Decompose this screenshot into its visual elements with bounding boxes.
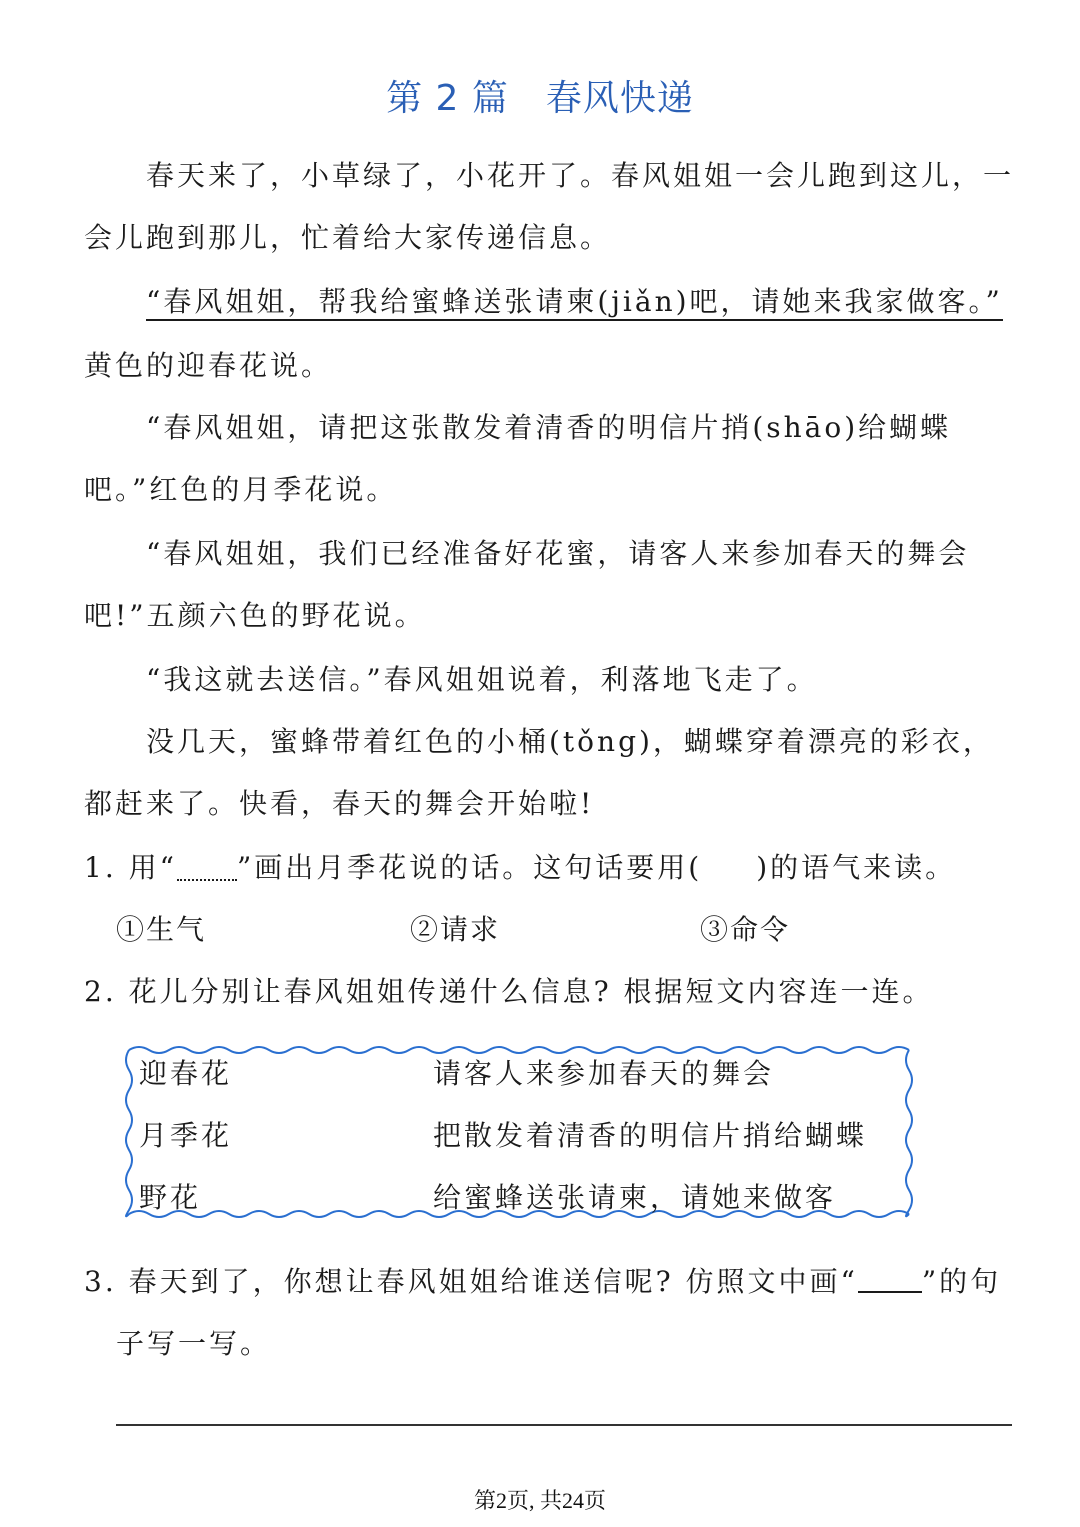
passage-line: 黄色的迎春花说。: [84, 349, 333, 382]
page-number: 第2页, 共24页: [473, 1488, 606, 1513]
question-3-suffix: ”的句: [921, 1265, 1002, 1298]
passage-line: “我这就去送信。”春风姐姐说着，利落地飞走了。: [146, 663, 818, 696]
underlined-sentence: “春风姐姐，帮我给蜜蜂送张请柬(jiǎn)吧，请她来我家做客。”: [146, 285, 1003, 321]
question-3: [84, 1262, 1014, 1302]
question-1-prefix: 1. 用“: [84, 851, 177, 884]
wavy-line-sample: [177, 865, 237, 881]
flower-item[interactable]: 迎春花: [139, 1057, 233, 1090]
answer-writing-line[interactable]: [116, 1424, 1012, 1426]
passage-line: “春风姐姐，请把这张散发着清香的明信片捎(shāo)给蝴蝶: [146, 411, 952, 444]
question-3-line2: 子写一写。: [116, 1327, 272, 1360]
option-1[interactable]: ①生气: [116, 913, 207, 946]
passage-line: 没几天，蜜蜂带着红色的小桶(tǒng)，蝴蝶穿着漂亮的彩衣，: [146, 725, 994, 758]
option-2[interactable]: ②请求: [410, 913, 501, 946]
question-2: 2. 花儿分别让春风姐姐传递什么信息? 根据短文内容连一连。: [84, 975, 934, 1008]
message-item[interactable]: 把散发着清香的明信片捎给蝴蝶: [433, 1119, 868, 1152]
question-3-prefix: 3. 春天到了，你想让春风姐姐给谁送信呢? 仿照文中画“: [84, 1265, 858, 1298]
passage-line: 会儿跑到那儿，忙着给大家传递信息。: [84, 221, 612, 254]
page-title: 第 2 篇 春风快递: [386, 78, 694, 119]
message-item[interactable]: 请客人来参加春天的舞会: [433, 1057, 775, 1090]
passage-line: 都赶来了。快看，春天的舞会开始啦!: [84, 787, 595, 820]
message-item[interactable]: 给蜜蜂送张请柬，请她来做客: [433, 1181, 837, 1214]
straight-line-sample: [858, 1271, 922, 1293]
option-3[interactable]: ③命令: [700, 913, 791, 946]
passage-line: 春天来了，小草绿了，小花开了。春风姐姐一会儿跑到这儿，一: [146, 159, 1015, 192]
passage-line: 吧。”红色的月季花说。: [84, 473, 398, 506]
question-1-suffix: )的语气来读。: [756, 851, 957, 884]
question-1-middle: ”画出月季花说的话。这句话要用(: [236, 851, 703, 884]
passage-line: [146, 282, 1014, 322]
flower-item[interactable]: 月季花: [139, 1119, 233, 1152]
matching-box: [123, 1044, 915, 1220]
passage-line: 吧!”五颜六色的野花说。: [84, 599, 426, 632]
passage-line: “春风姐姐，我们已经准备好花蜜，请客人来参加春天的舞会: [146, 537, 970, 570]
flower-item[interactable]: 野花: [139, 1181, 202, 1214]
question-1: [84, 848, 1014, 888]
